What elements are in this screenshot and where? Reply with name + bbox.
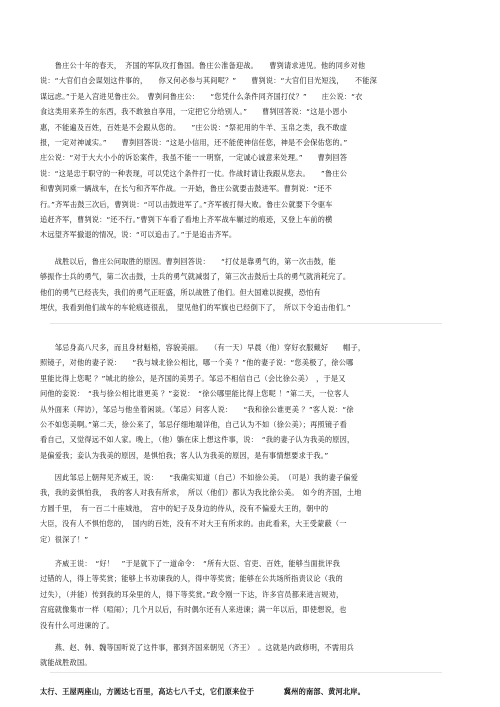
text-line: 说：“这是忠于职守的一种表现，可以凭这个条件打一仗。作战时请让我跟从您去。 ”鲁庄公 (40, 168, 348, 178)
text-line: 方圆千里， 有一百二十座城池， 宫中的妃子及身边的侍从，没有不偏爱大王的，朝中的 (40, 503, 329, 513)
text-line: 追赶齐军，曹刿说：“还不行。”曹刿下车看了看地上齐军战车辗过的痕迹，又登上车前的横 (40, 214, 333, 224)
paragraph-cao-gui-explains (40, 254, 470, 316)
text-line: 我，我的妾惧怕我， 我的客人对我有所求， 所以（他们）都认为我比徐公美。 如今的齐国，土地 (40, 488, 362, 498)
text-line: 就能战胜敌国。 (40, 658, 92, 668)
text-line: 公不如您美啊。”第二天，徐公来了，邹忌仔细地端详他，自己认为不如（徐公美）；再照镜子看 (40, 419, 348, 429)
paragraph-neighbors-visit (40, 640, 470, 671)
paragraph-zou-ji-mirror (40, 340, 470, 463)
text-line: 过错的人，得上等奖赏；能够上书劝谏我的人，得中等奖赏；能够在公共场所指责议论（我的 (40, 574, 343, 584)
text-line: 说：“大官们自会谋划这件事的， 你又何必参与其间呢？” 曹刿说：“大官们目光短浅， 不能深 (40, 76, 378, 86)
text-line: 没有什么可进谏的了。 (40, 620, 114, 630)
text-line: 照镜子，对他的妻子说： “我与城北徐公相比，哪一个美 ？”他的妻子说：“您美极了，徐公哪 (40, 358, 354, 368)
text-line: 定）很深了！” (40, 534, 89, 544)
text-line: 里能比得上您呢 ？”城北的徐公，是齐国的美男子。邹忌不相信自己（会比徐公美） ，于是又 (40, 373, 346, 383)
text-line: 太行、王屋两座山，方圆达七百里，高达七八千丈，它们原来位于 冀州的南部、黄河北岸。 (40, 687, 366, 696)
text-line: 过失），（并能）传到我的耳朵里的人，得下等奖赏。”政令刚一下达，许多官员都来进言规劝， (40, 589, 344, 599)
section-divider (50, 672, 442, 673)
text-line: 惠，不能遍及百姓，百姓是不会跟从您的。 ”庄公说：“祭祀用的牛羊、玉帛之类，我不敢虚 (40, 122, 348, 132)
text-line: 齐威王说： “好！ ”于是就下了一道命令： “所有大臣、官吏、百姓，能够当面批评我 (40, 559, 341, 568)
text-line: 大臣，没有人不惧怕您的， 国内的百姓，没有不对大王有所求的。由此看来，大王受蒙蔽（一 (40, 519, 347, 529)
text-line: 报，一定对神诚实。” 曹刿回答说：“这是小信用，还不能使神信任您，神是不会保佑您的。” (40, 137, 348, 147)
text-line: 够振作士兵的勇气，第二次击鼓，士兵的勇气就减弱了，第三次击鼓后士兵的勇气就消耗完了。 (40, 272, 351, 282)
text-line: 是偏爱我；妾认为我美的原因，是惧怕我；客人认为我美的原因，是有事情想要求于我。” (40, 450, 329, 460)
text-line: 食这类用来养生的东西，我不敢独自享用，一定把它分给别人。” 曹刿回答说：“这是小恩小 (40, 107, 348, 117)
text-line: 从外面来（拜访），邹忌与他坐着闲谈。（邹忌）问客人说： “我和徐公谁更美 ？”客人说：“徐 (40, 404, 354, 414)
text-line: 埋伏，我看到他们战车的车轮痕迹很乱， 望见他们的军旗也已经倒下了， 所以下令追击他们。” (40, 303, 351, 313)
text-line: 因此邹忌上朝拜见齐威王，说： “我确实知道（自己）不如徐公美。 （可是）我的妻子偏爱 (40, 473, 359, 482)
text-line: 庄公说：“对于大大小小的诉讼案件，我虽不能一一明察，一定诚心诚意来处理。” 曹刿回答 (40, 153, 348, 163)
text-line: 他们的勇气已经丧失，我们的勇气正旺盛，所以战胜了他们。但大国难以捉摸，恐怕有 (40, 287, 321, 297)
text-line: 木远望齐军撤退的情况，说：“可以追击了。”于是追击齐军。 (40, 230, 237, 240)
paragraph-cao-gui-intro (40, 58, 470, 243)
text-line: 战胜以后，鲁庄公问取胜的原因。曹刿回答说： “打仗是靠勇气的，第一次击鼓，能 (40, 257, 336, 266)
text-line: 看自己，又觉得远不如人家。晚上，（他）躺在床上想这件事，说： “我的妻子认为我美的原因， (40, 435, 355, 445)
text-line: 问他的妾说： “我与徐公相比谁更美 ？”妾说： “徐公哪里能比得上您呢 ！”第二天，一位客人 (40, 389, 349, 399)
text-line: 宫庭就像集市一样（喧闹）；几个月以后，有时偶尔还有人来进谏；满一年以后，即使想说，也 (40, 605, 347, 615)
text-line: 鲁庄公十年的春天， 齐国的军队攻打鲁国。鲁庄公准备迎战。 曹刿请求进见。他的同乡对他 (40, 61, 366, 70)
paragraph-king-wei-decree (40, 556, 470, 633)
text-line: 行。”齐军击鼓三次后，曹刿说：“可以击鼓进军了。”齐军被打得大败。鲁庄公就要下令驱车 (40, 199, 333, 209)
text-line: 燕、赵、韩、魏等国听说了这件事，都到齐国来朝见（齐王） 。这就是内政修明，不需用兵 (40, 643, 355, 652)
section-divider (50, 323, 442, 324)
text-line: 和曹刿同乘一辆战车，在长勺和齐军作战。一开始，鲁庄公就要击鼓进军。曹刿说：“还不 (40, 184, 333, 194)
paragraph-taihang-wangwu (40, 684, 470, 699)
text-line: 邹忌身高八尺多，而且身材魁梧，容貌美丽。 （有一天）早晨（他）穿好衣服戴好 帽子， (40, 343, 366, 352)
paragraph-zou-ji-audience (40, 470, 470, 547)
text-line: 谋远虑。”于是入宫进见鲁庄公。 曹刿问鲁庄公： “您凭什么条件同齐国打仗？” 庄公说：“衣 (40, 91, 363, 101)
